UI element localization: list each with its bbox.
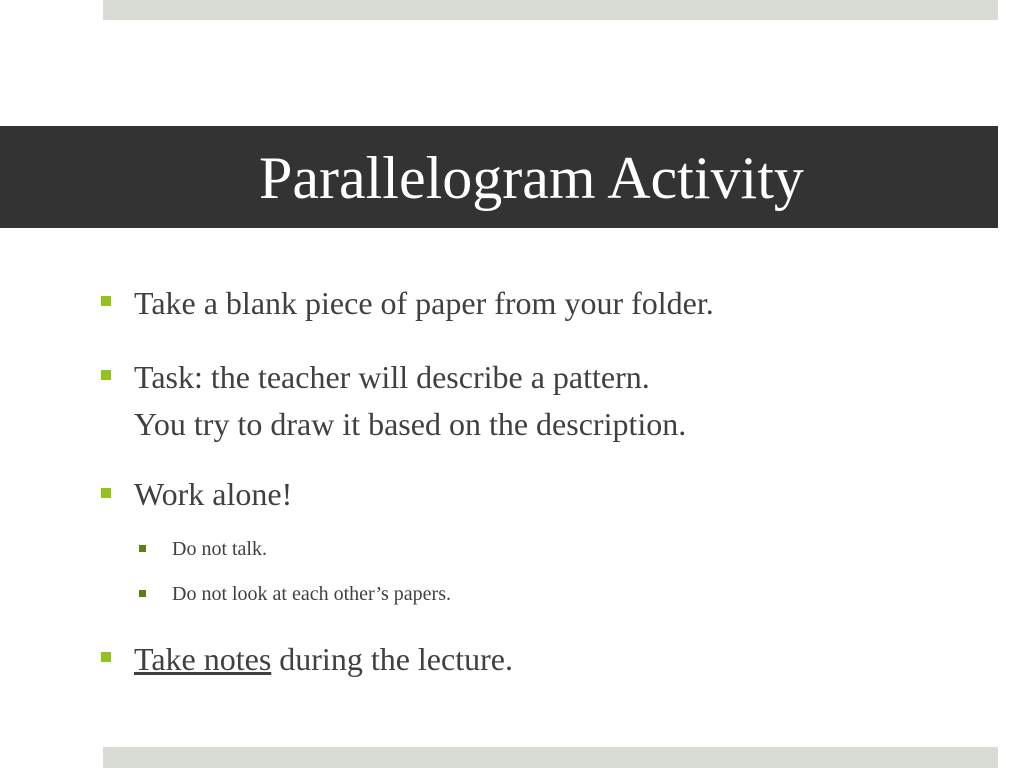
bullet-item-task-line2: You try to draw it based on the description. bbox=[134, 406, 687, 442]
slide-title: Parallelogram Activity bbox=[259, 145, 804, 211]
bottom-decor-bar bbox=[103, 747, 998, 768]
bullet-item-work-alone: Work alone! bbox=[134, 476, 293, 512]
bullet-item-task-line1: Task: the teacher will describe a pattern. bbox=[134, 359, 650, 395]
bullet-marker-icon bbox=[101, 488, 111, 498]
take-notes-rest: during the lecture. bbox=[271, 641, 513, 677]
take-notes-link[interactable]: Take notes bbox=[134, 641, 272, 677]
sub-bullet-marker-icon bbox=[139, 590, 146, 597]
bullet-item-paper: Take a blank piece of paper from your folder. bbox=[134, 285, 714, 321]
sub-bullet-item-no-talk: Do not talk. bbox=[172, 538, 267, 560]
bullet-item-task bbox=[134, 354, 686, 448]
sub-bullet-item-no-look: Do not look at each other’s papers. bbox=[172, 583, 451, 605]
bullet-marker-icon bbox=[101, 652, 111, 662]
sub-bullet-marker-icon bbox=[139, 545, 146, 552]
bullet-marker-icon bbox=[101, 370, 111, 380]
top-decor-bar bbox=[103, 0, 998, 20]
bullet-marker-icon bbox=[101, 296, 111, 306]
bullet-item-take-notes bbox=[134, 636, 513, 683]
